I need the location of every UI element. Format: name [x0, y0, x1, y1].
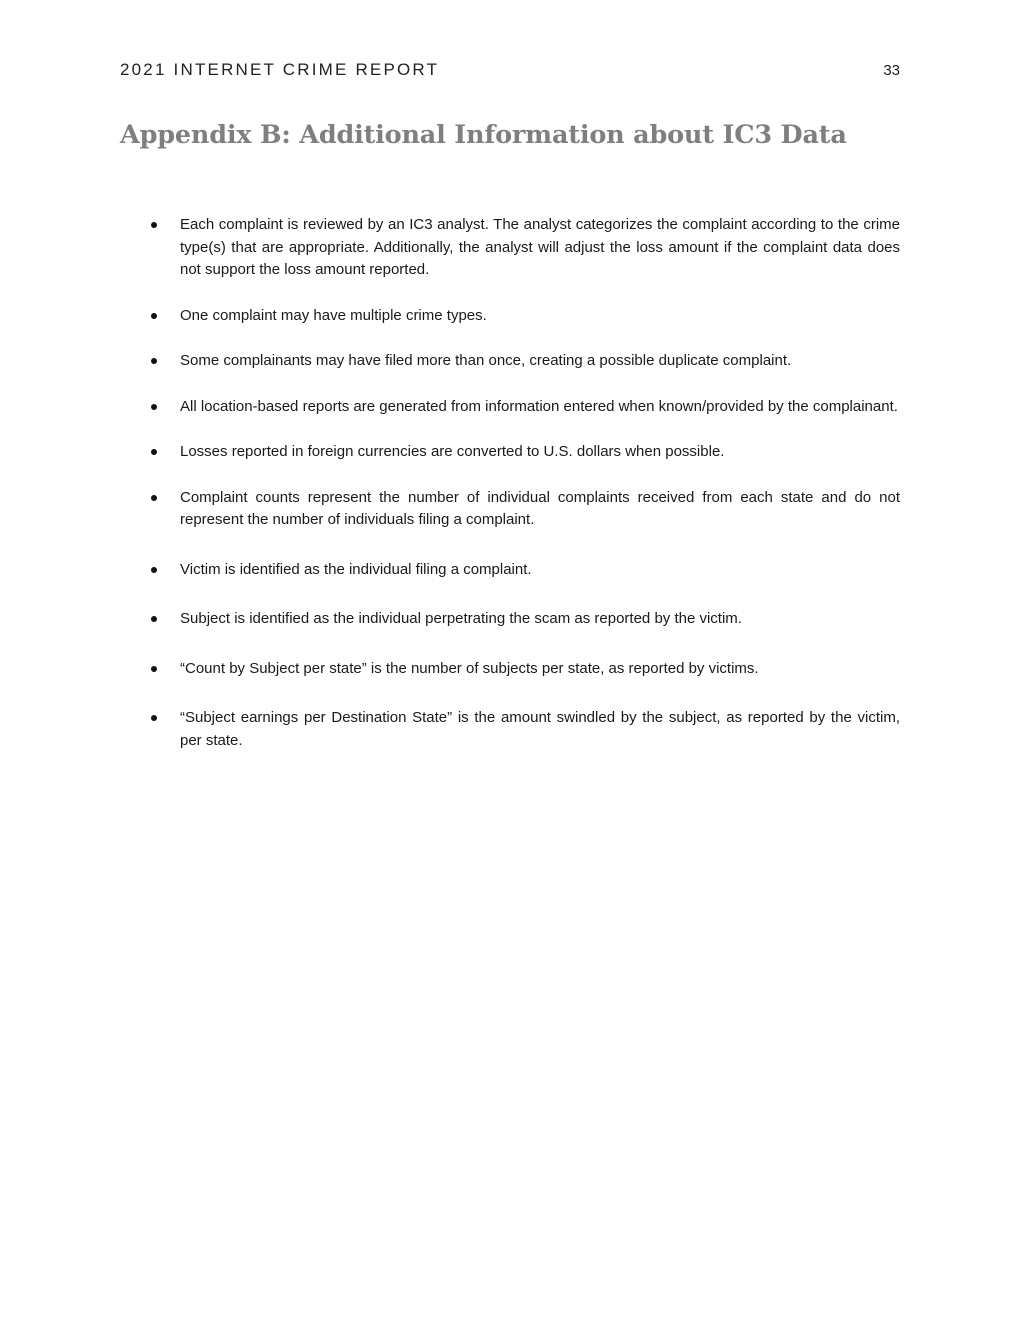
note-text: One complaint may have multiple crime types. [180, 306, 487, 324]
note-text: Each complaint is reviewed by an IC3 analyst. The analyst categorizes the complaint according to the crime type(s) that are appropriate. Additionally, the analyst will adjust the loss amount if the complaint data does not support the loss amount reported. [180, 216, 900, 278]
list-item [148, 559, 900, 582]
list-item [148, 658, 900, 681]
page-header [120, 60, 900, 84]
list-item [148, 608, 900, 631]
list-item [148, 396, 900, 419]
note-text: Subject is identified as the individual perpetrating the scam as reported by the victim. [180, 610, 742, 627]
bullet-icon [151, 313, 157, 319]
note-text: Losses reported in foreign currencies are converted to U.S. dollars when possible. [180, 443, 725, 460]
list-item [148, 214, 900, 282]
bullet-icon [151, 666, 157, 672]
note-text: Some complainants may have filed more than once, creating a possible duplicate complaint. [180, 352, 792, 369]
bullet-icon [151, 404, 157, 410]
bullet-icon [151, 616, 157, 622]
bullet-icon [151, 449, 157, 455]
list-item [148, 707, 900, 752]
notes-list [148, 214, 900, 775]
bullet-icon [151, 567, 157, 573]
appendix-heading: Appendix B: Additional Information about IC3 Data [120, 120, 847, 150]
bullet-icon [151, 495, 157, 501]
bullet-icon [151, 222, 157, 228]
note-text: Victim is identified as the individual filing a complaint. [180, 560, 532, 578]
note-text: Complaint counts represent the number of individual complaints received from each state and do not represent the number of individuals filing a complaint. [180, 488, 900, 528]
bullet-icon [151, 715, 157, 721]
report-title: 2021 INTERNET CRIME REPORT [120, 60, 440, 79]
note-text: “Subject earnings per Destination State” is the amount swindled by the subject, as reported by the victim, per state. [180, 709, 900, 749]
bullet-icon [151, 358, 157, 364]
list-item [148, 487, 900, 532]
note-text: “Count by Subject per state” is the number of subjects per state, as reported by victims. [180, 659, 759, 677]
list-item [148, 305, 900, 328]
list-item [148, 350, 900, 373]
note-text: All location-based reports are generated from information entered when known/provided by the complainant. [180, 397, 898, 415]
list-item [148, 441, 900, 464]
page-number: 33 [883, 62, 900, 79]
